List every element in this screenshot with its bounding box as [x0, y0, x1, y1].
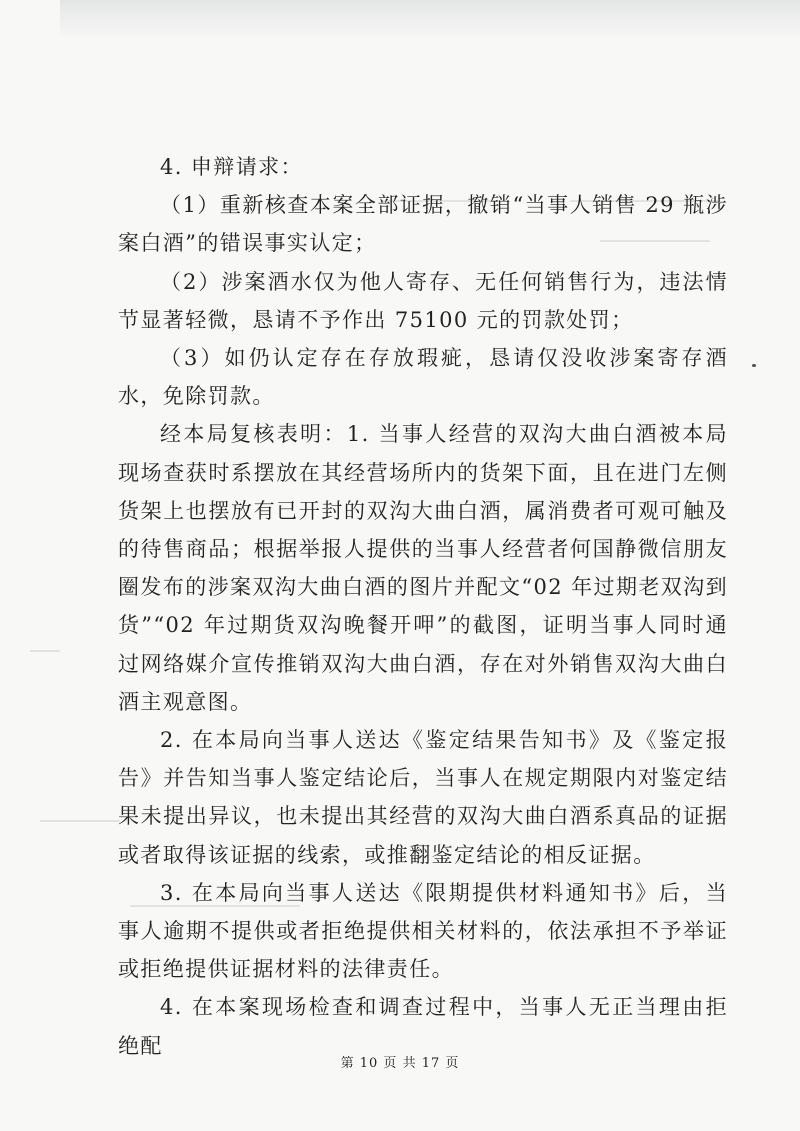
paragraph-review-3: 3. 在本局向当事人送达《限期提供材料通知书》后，当事人逾期不提供或者拒绝提供相关材料的，依法承担不予举证或拒绝提供证据材料的法律责任。 [118, 880, 728, 982]
document-body [118, 148, 728, 1065]
page-number-footer: 第 10 页 共 17 页 [340, 1056, 460, 1071]
bleed-through-mark [30, 650, 60, 652]
paragraph-review-4: 4. 在本案现场检查和调查过程中，当事人无正当理由拒绝配 [118, 995, 728, 1058]
paragraph-review-2: 2. 在本局向当事人送达《鉴定结果告知书》及《鉴定报告》并告知当事人鉴定结论后，当事人在规定期限内对鉴定结果未提出异议，也未提出其经营的双沟大曲白酒系真品的证据或者取得该证据的线索，或推翻鉴定结论的相反证据。 [118, 728, 728, 867]
paragraph-request-heading: 4. 申辩请求： [160, 155, 303, 179]
paragraph-request-3: （3）如仍认定存在存放瑕疵，恳请仅没收涉案寄存酒水，免除罚款。 [118, 346, 728, 409]
scan-speck [752, 364, 756, 367]
bleed-through-mark [40, 820, 120, 822]
paragraph-request-1: （1）重新核查本案全部证据，撤销“当事人销售 29 瓶涉案白酒”的错误事实认定； [118, 193, 728, 256]
scan-edge-shadow [60, 0, 800, 40]
paragraph-review-1: 经本局复核表明：1. 当事人经营的双沟大曲白酒被本局现场查获时系摆放在其经营场所内的货架下面，且在进门左侧货架上也摆放有已开封的双沟大曲白酒，属消费者可观可触及的待售商品；根据举报人提供的当事人经营者何国静微信朋友圈发布的涉案双沟大曲白酒的图片并配文“02 年过期老双沟到货”“02 年过期货双沟晚餐开呷”的截图，证明当事人同时通过网络媒介宣传推销双沟大曲白酒，存在对外销售双沟大曲白酒主观意图。 [118, 422, 728, 714]
paragraph-request-2: （2）涉案酒水仅为他人寄存、无任何销售行为，违法情节显著轻微，恳请不予作出 75100 元的罚款处罚； [118, 269, 728, 332]
